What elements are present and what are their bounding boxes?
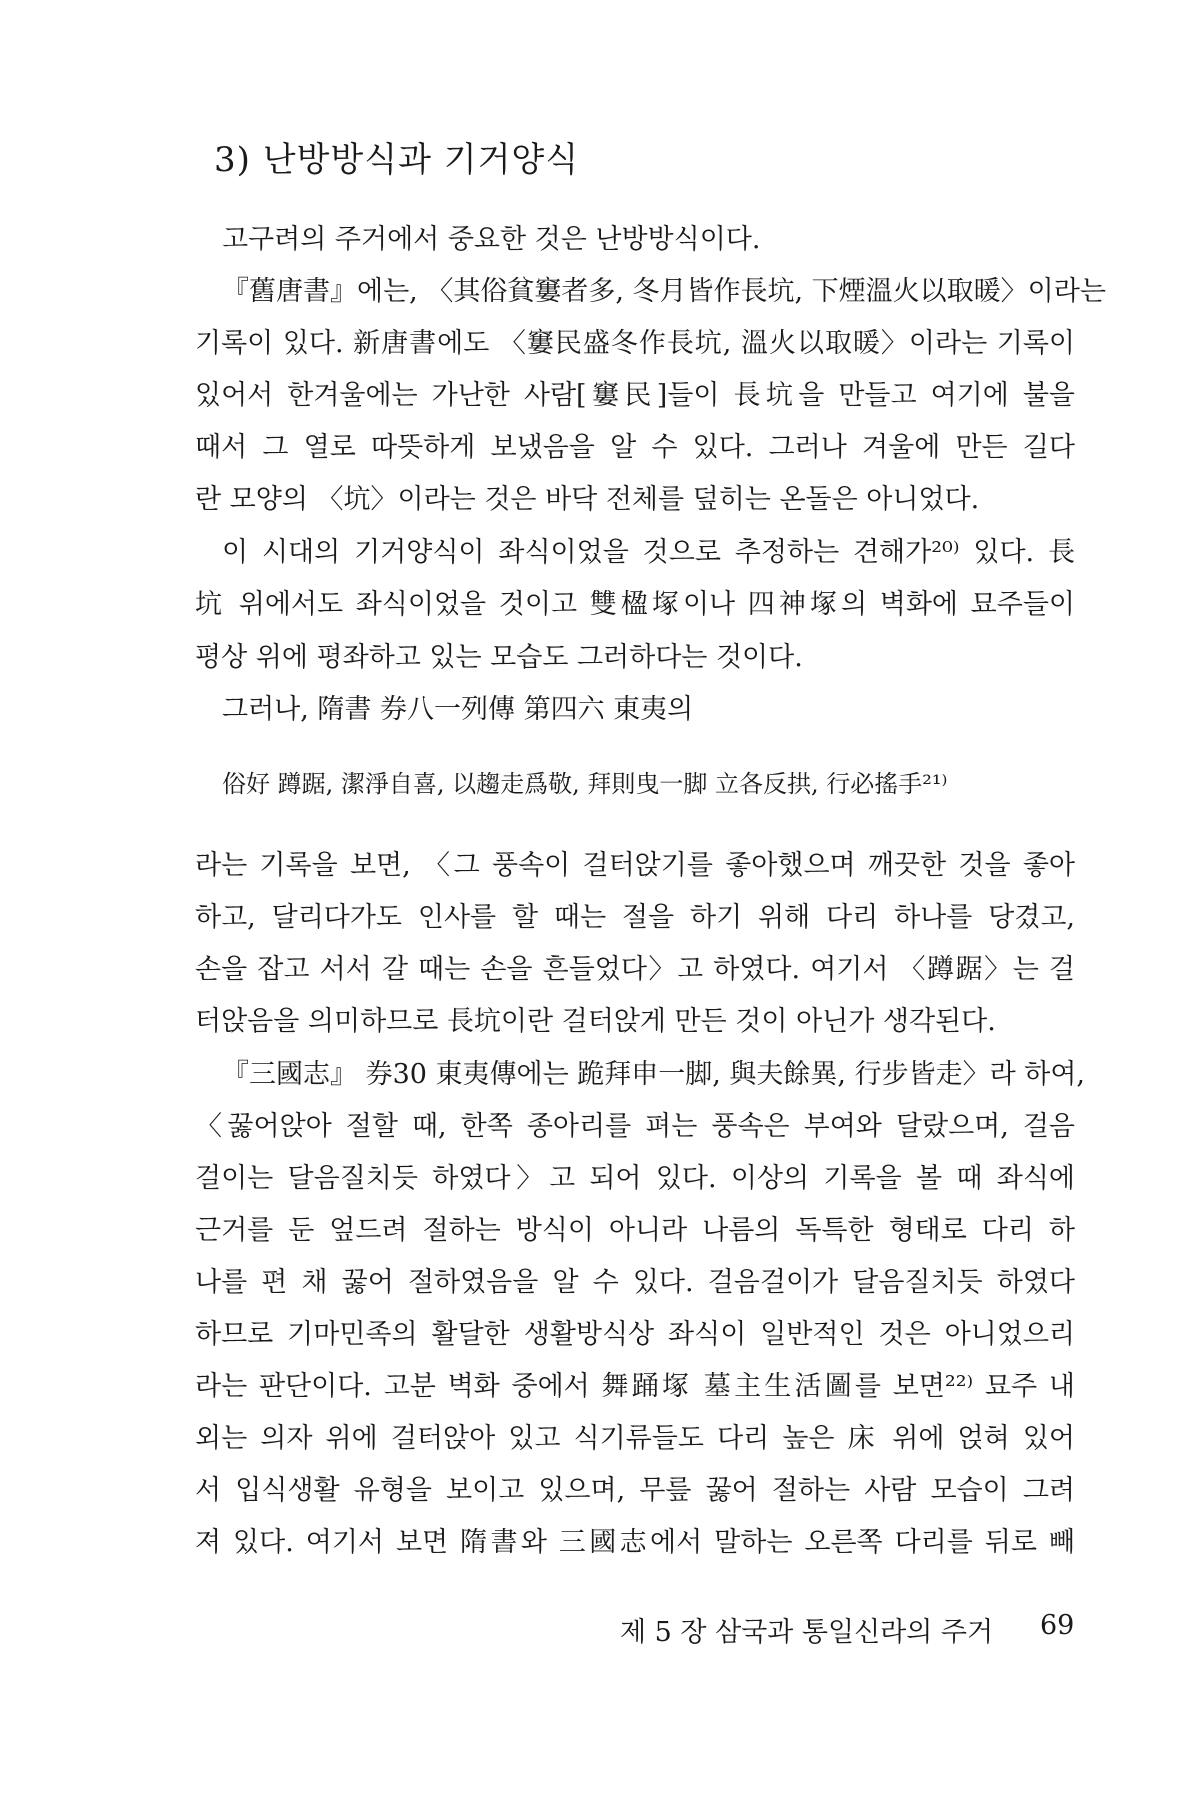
page-number: 69 [1040,1610,1075,1641]
body-line: 坑 위에서도 좌식이었을 것이고 雙楹塚이나 四神塚의 벽화에 묘주들이 [195,589,1075,620]
body-line: 고구려의 주거에서 중요한 것은 난방방식이다. [222,224,761,255]
body-line: 하고, 달리다가도 인사를 할 때는 절을 하기 위해 다리 하나를 당겼고, [195,902,1075,933]
body-line: 『舊唐書』에는, 〈其俗貧窶者多, 冬月皆作長坑, 下煙溫火以取暖〉이라는 [222,276,1106,307]
page-footer [620,1610,1075,1649]
body-line: 이 시대의 기거양식이 좌식이었을 것으로 추정하는 견해가²⁰⁾ 있다. 長 [222,537,1075,568]
block-quote: 俗好 蹲踞, 潔淨自喜, 以趨走爲敬, 拜則曳一脚 立各反拱, 行必搖手²¹⁾ [222,770,948,798]
body-line: 란 모양의 〈坑〉이라는 것은 바닥 전체를 덮히는 온돌은 아니었다. [195,484,980,515]
body-line: 평상 위에 평좌하고 있는 모습도 그러하다는 것이다. [195,642,803,673]
section-title: 3) 난방방식과 기거양식 [214,140,580,180]
body-line: 터앉음을 의미하므로 長坑이란 걸터앉게 만든 것이 아닌가 생각된다. [195,1006,996,1037]
body-line: 〈꿇어앉아 절할 때, 한쪽 종아리를 펴는 풍속은 부여와 달랐으며, 걸음 [195,1111,1075,1142]
body-line: 『三國志』 券30 東夷傳에는 跪拜申一脚, 與夫餘異, 行步皆走〉라 하여, [222,1059,1086,1090]
body-line: 져 있다. 여기서 보면 隋書와 三國志에서 말하는 오른쪽 다리를 뒤로 빼 [195,1527,1075,1558]
body-line: 근거를 둔 엎드려 절하는 방식이 아니라 나름의 독특한 형태로 다리 하 [195,1215,1075,1246]
body-line: 그러나, 隋書 券八一列傳 第四六 東夷의 [222,694,694,725]
body-line: 걸이는 달음질치듯 하였다〉고 되어 있다. 이상의 기록을 볼 때 좌식에 [195,1163,1075,1194]
body-line: 때서 그 열로 따뜻하게 보냈음을 알 수 있다. 그러나 겨울에 만든 길다 [195,432,1075,463]
body-line: 손을 잡고 서서 갈 때는 손을 흔들었다〉고 하였다. 여기서 〈蹲踞〉는 걸 [195,954,1075,985]
body-line: 하므로 기마민족의 활달한 생활방식상 좌식이 일반적인 것은 아니었으리 [195,1319,1075,1350]
body-line: 있어서 한겨울에는 가난한 사람[窶民]들이 長坑을 만들고 여기에 불을 [195,380,1075,411]
body-line: 서 입식생활 유형을 보이고 있으며, 무릎 꿇어 절하는 사람 모습이 그려 [195,1475,1075,1506]
body-line: 외는 의자 위에 걸터앉아 있고 식기류들도 다리 높은 床 위에 얹혀 있어 [195,1423,1075,1454]
body-line: 나를 편 채 꿇어 절하였음을 알 수 있다. 걸음걸이가 달음질치듯 하였다 [195,1267,1075,1298]
chapter-title: 제 5 장 삼국과 통일신라의 주거 [620,1617,994,1648]
body-line: 라는 판단이다. 고분 벽화 중에서 舞踊塚 墓主生活圖를 보면²²⁾ 묘주 내 [195,1371,1075,1402]
body-line: 기록이 있다. 新唐書에도 〈窶民盛冬作長坑, 溫火以取暖〉이라는 기록이 [195,328,1075,359]
body-line: 라는 기록을 보면, 〈그 풍속이 걸터앉기를 좋아했으며 깨끗한 것을 좋아 [195,850,1075,881]
